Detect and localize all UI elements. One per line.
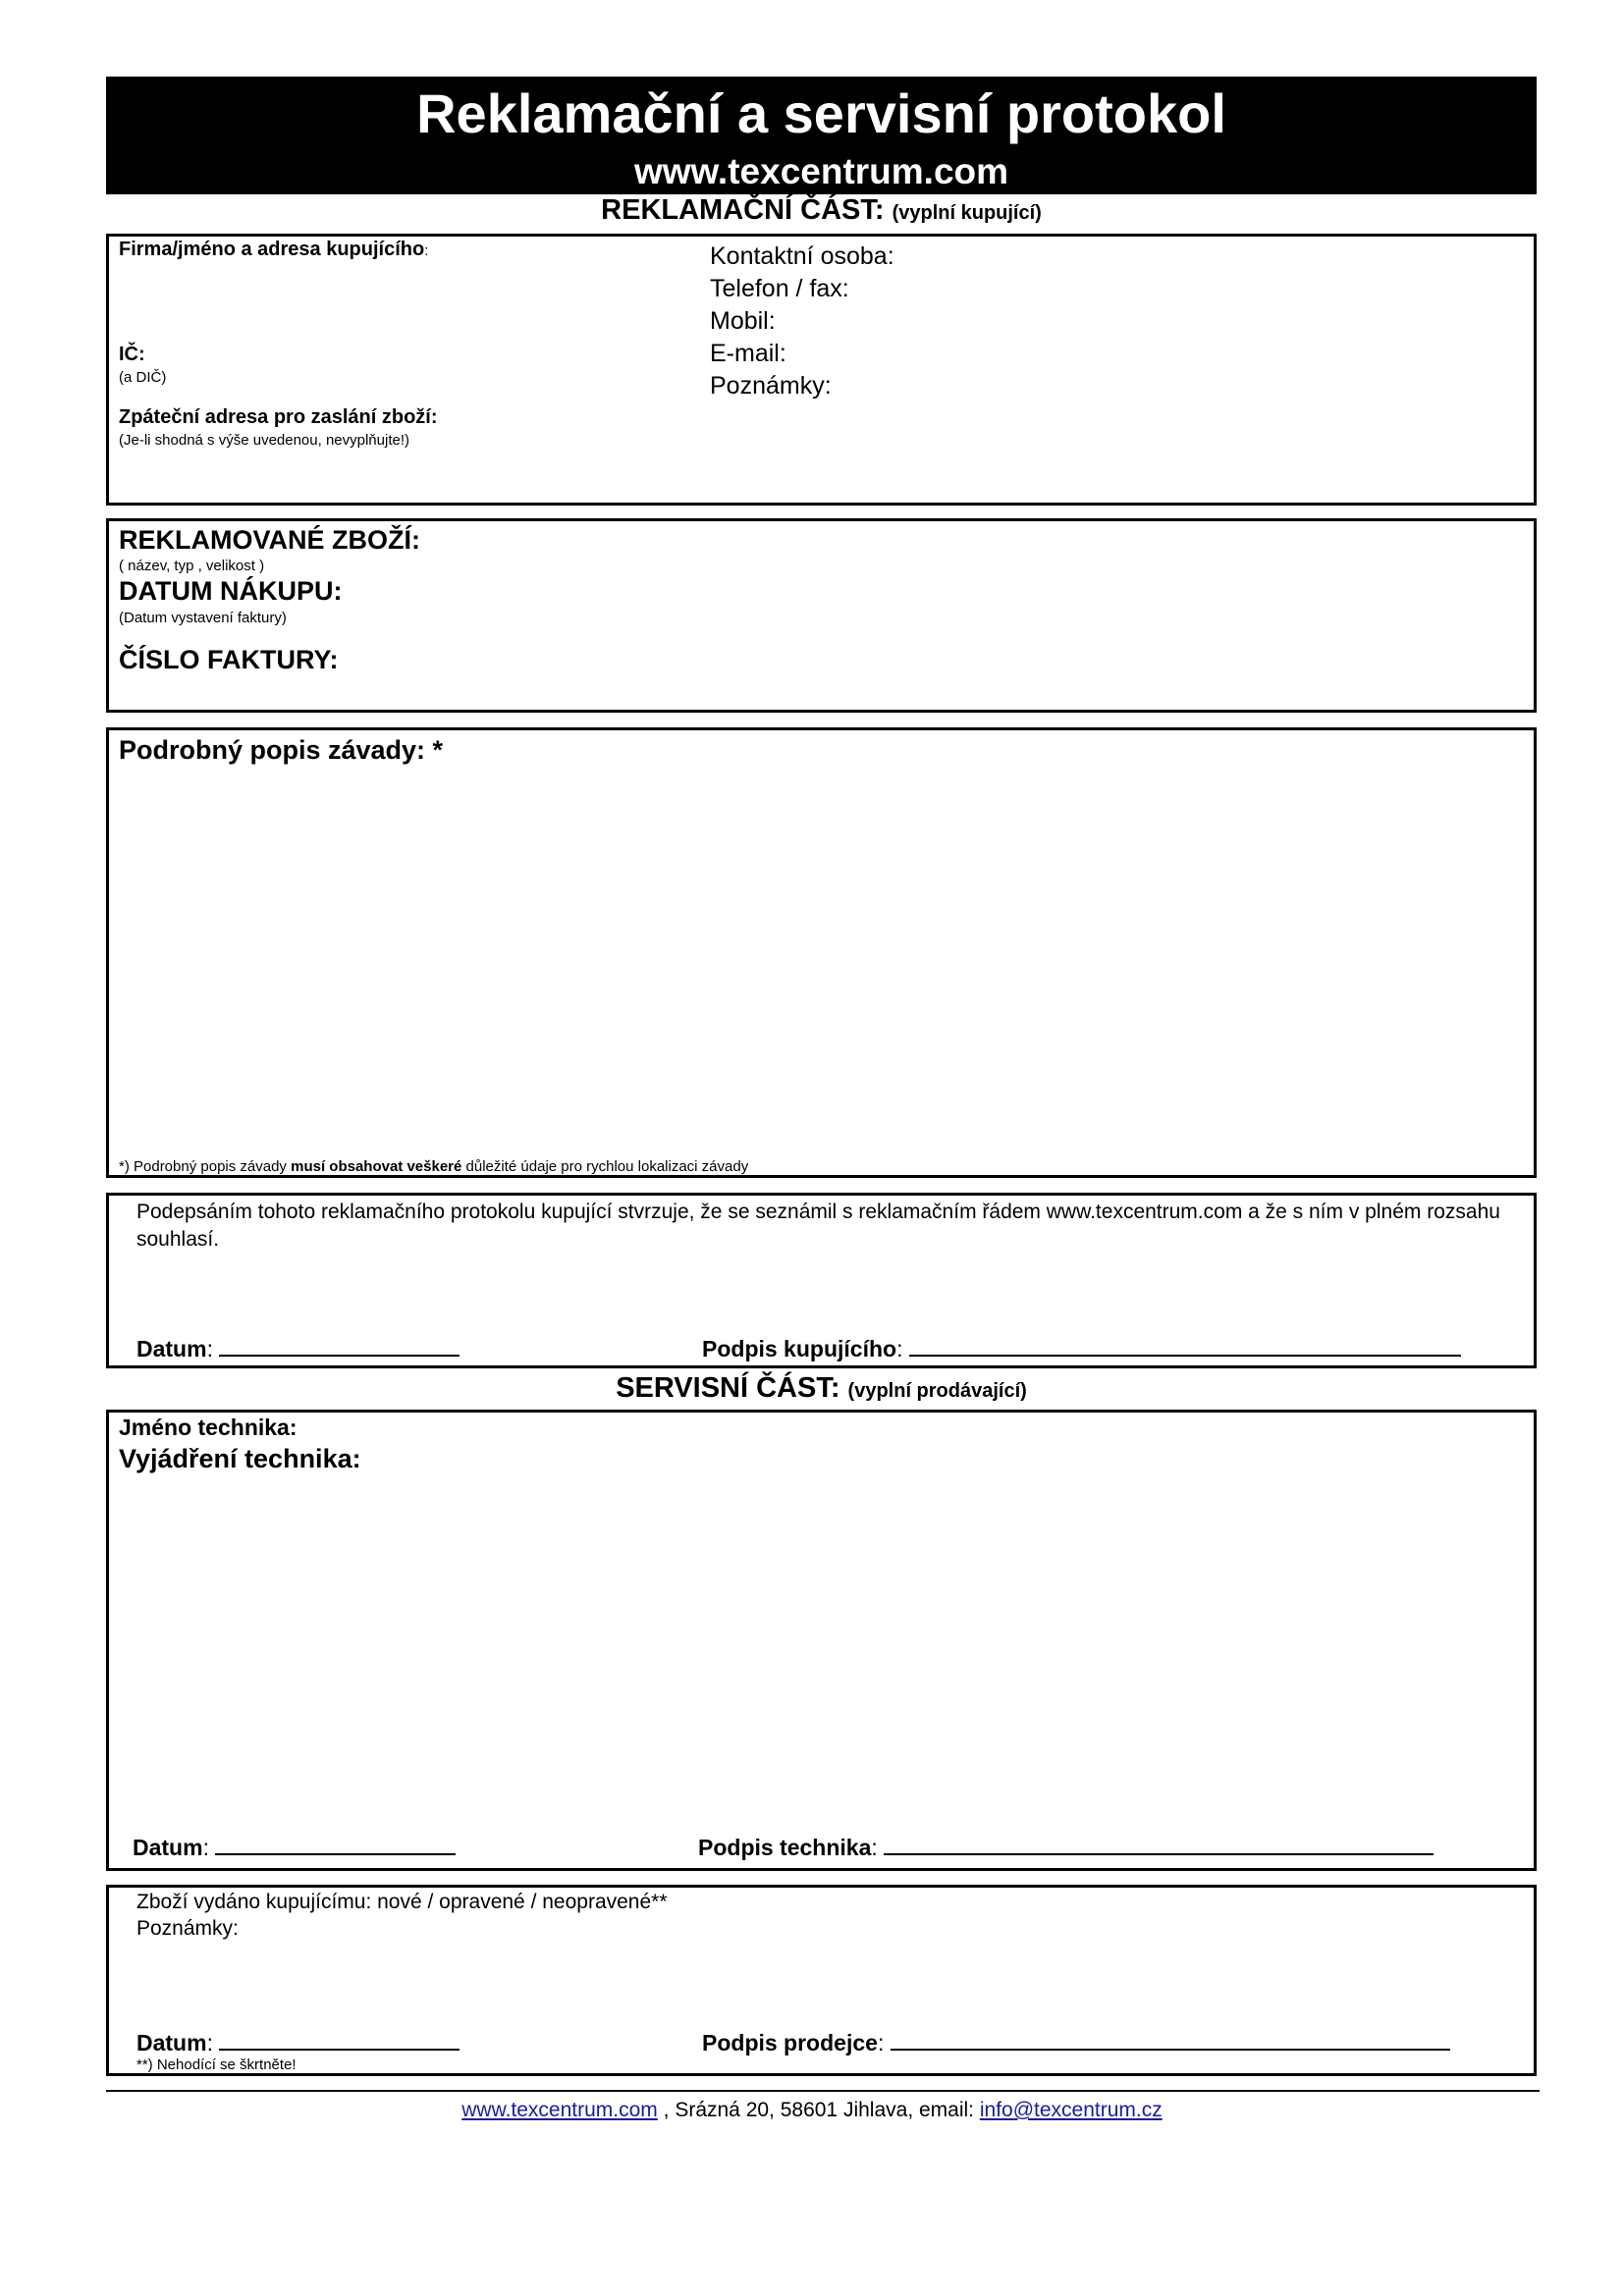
- buyer-date-line[interactable]: [219, 1355, 460, 1357]
- footer-address: , Srázná 20, 58601 Jihlava, email:: [657, 2099, 980, 2121]
- purchase-date-label: DATUM NÁKUPU:: [119, 576, 343, 606]
- buyer-signature-field[interactable]: Podpis kupujícího:: [702, 1336, 1461, 1362]
- return-address-note: (Je-li shodná s výše uvedenou, nevyplňujte!): [119, 432, 410, 449]
- email-label: E-mail:: [710, 340, 786, 367]
- goods-label: REKLAMOVANÉ ZBOŽÍ:: [119, 525, 420, 555]
- contact-block: [710, 240, 894, 402]
- goods-released-text: Zboží vydáno kupujícímu: nové / opravené / neopravené**: [136, 1891, 668, 1913]
- page-title: Reklamační a servisní protokol: [416, 82, 1226, 144]
- footer-divider: [106, 2090, 1540, 2092]
- seller-signature-field[interactable]: Podpis prodejce:: [702, 2030, 1450, 2056]
- buyer-signature-line[interactable]: [909, 1355, 1461, 1357]
- notes-label: Poznámky:: [710, 372, 832, 400]
- header-url: www.texcentrum.com: [633, 151, 1009, 191]
- contact-person-label: Kontaktní osoba:: [710, 242, 894, 270]
- technician-signature-field[interactable]: Podpis technika:: [698, 1835, 1434, 1861]
- dic-note: (a DIČ): [119, 369, 167, 386]
- service-section-heading: SERVISNÍ ČÁST:: [616, 1372, 840, 1404]
- defect-description-label: Podrobný popis závady: *: [119, 735, 444, 765]
- service-section-title: [106, 1372, 1537, 1405]
- mobile-label: Mobil:: [710, 307, 776, 335]
- purchase-date-note: (Datum vystavení faktury): [119, 610, 287, 626]
- buyer-info-box: [106, 234, 1537, 506]
- service-section-subtitle: (vyplní prodávající): [847, 1380, 1027, 1402]
- defect-footnote: *) Podrobný popis závady musí obsahovat veškeré důležité údaje pro rychlou lokalizaci závady: [119, 1158, 749, 1175]
- technician-signature-line[interactable]: [884, 1853, 1434, 1855]
- release-notes-label: Poznámky:: [136, 1917, 239, 1940]
- agreement-box: [106, 1193, 1537, 1368]
- technician-statement-label: Vyjádření technika:: [119, 1444, 361, 1473]
- return-address-label: Zpáteční adresa pro zaslání zboží:: [119, 406, 438, 428]
- claim-section-heading: REKLAMAČNÍ ČÁST:: [601, 194, 885, 226]
- technician-date-field[interactable]: Datum:: [133, 1835, 456, 1861]
- release-box: [106, 1885, 1537, 2076]
- goods-box: [106, 518, 1537, 713]
- release-footnote: **) Nehodící se škrtněte!: [136, 2056, 297, 2073]
- buyer-date-field[interactable]: Datum:: [136, 1336, 460, 1362]
- claim-section-subtitle: (vyplní kupující): [892, 202, 1042, 224]
- page-header: [106, 77, 1537, 194]
- technician-box: [106, 1410, 1537, 1871]
- seller-date-line[interactable]: [219, 2049, 460, 2051]
- goods-note: ( název, typ , velikost ): [119, 558, 265, 574]
- buyer-label: Firma/jméno a adresa kupujícího:: [119, 239, 429, 260]
- phone-label: Telefon / fax:: [710, 275, 849, 302]
- seller-signature-line[interactable]: [891, 2049, 1450, 2051]
- invoice-number-label: ČÍSLO FAKTURY:: [119, 645, 339, 674]
- technician-name-label: Jméno technika:: [119, 1415, 298, 1440]
- footer-email-link[interactable]: info@texcentrum.cz: [979, 2099, 1163, 2121]
- agreement-text: Podepsáním tohoto reklamačního protokolu kupující stvrzuje, že se seznámil s reklamačním řádem www.texcentrum.com a že s ním v plném rozsahu souhlasí.: [136, 1201, 1500, 1251]
- seller-date-field[interactable]: Datum:: [136, 2030, 460, 2056]
- page-footer: [0, 2099, 1624, 2122]
- footer-website-link[interactable]: www.texcentrum.com: [461, 2099, 658, 2121]
- ic-label: IČ:: [119, 344, 145, 365]
- claim-section-title: [106, 194, 1537, 227]
- technician-date-line[interactable]: [215, 1853, 456, 1855]
- defect-description-box: [106, 727, 1537, 1178]
